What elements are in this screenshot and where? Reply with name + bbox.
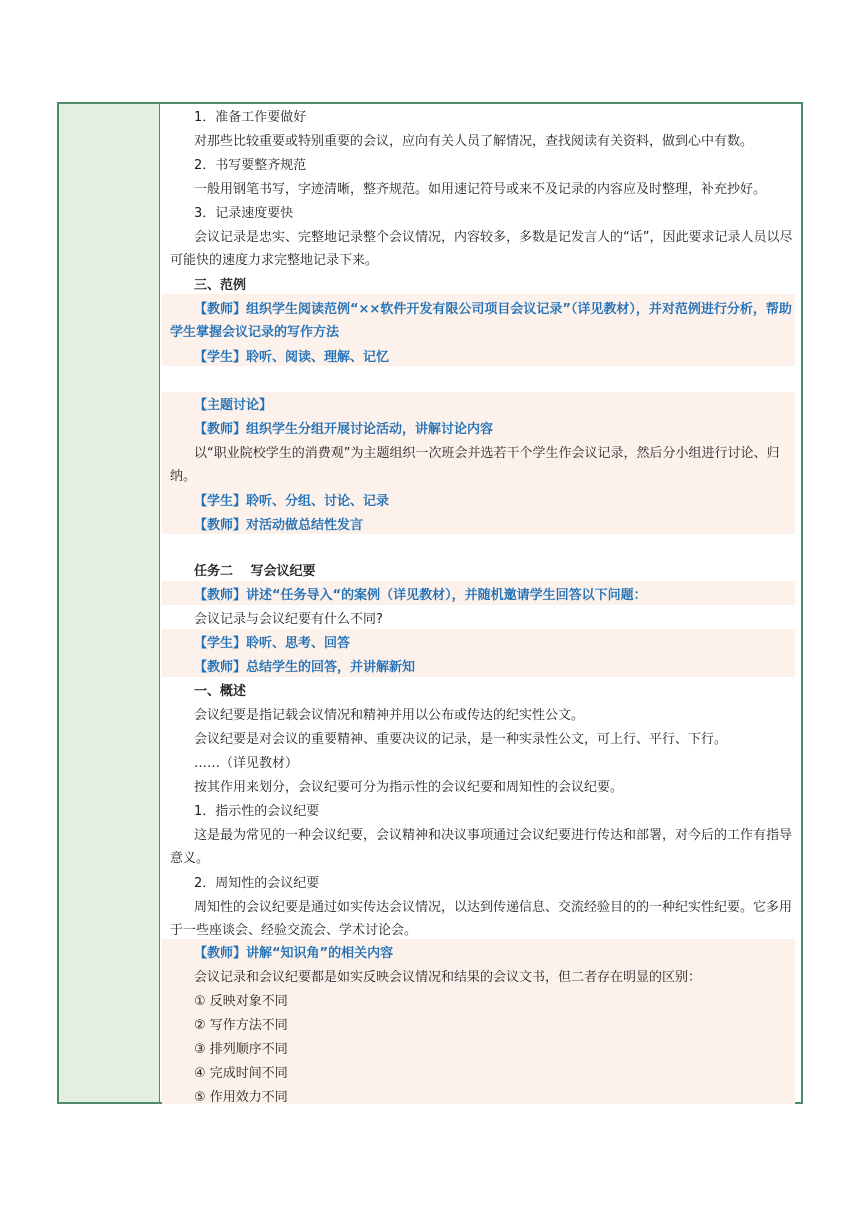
paragraph: 一般用钢笔书写，字迹清晰，整齐规范。如用速记符号或来不及记录的内容应及时整理，补充抄好。 <box>194 182 767 197</box>
task-heading: 任务二 写会议纪要 <box>194 564 316 579</box>
paragraph: 会议纪要是对会议的重要精神、重要决议的记录，是一种实录性公文，可上行、平行、下行。 <box>194 732 728 747</box>
question: 会议记录与会议纪要有什么不同? <box>194 612 383 627</box>
left-label-column <box>59 104 160 1102</box>
student-activity: 【学生】聆听、分组、讨论、记录 <box>194 494 390 509</box>
list-item: ① 反映对象不同 <box>194 994 288 1009</box>
student-activity: 【学生】聆听、思考、回答 <box>194 636 351 651</box>
heading-speed: 3．记录速度要快 <box>194 206 294 221</box>
paragraph: 会议记录和会议纪要都是如实反映会议情况和结果的会议文书，但二者存在明显的区别： <box>194 970 702 985</box>
section-heading-examples: 三、范例 <box>194 278 247 293</box>
paragraph: 会议纪要是指记载会议情况和精神并用以公布或传达的纪实性公文。 <box>194 708 585 723</box>
teacher-instruction: 【教师】总结学生的回答，并讲解新知 <box>194 660 416 675</box>
teacher-instruction: 【教师】讲解“知识角”的相关内容 <box>194 946 394 961</box>
paragraph: 以“职业院校学生的消费观”为主题组织一次班会并选若干个学生作会议记录，然后分小组进行讨论、归纳。 <box>170 446 780 484</box>
teacher-instruction: 【教师】讲述“任务导入“的案例（详见教材），并随机邀请学生回答以下问题： <box>194 588 647 603</box>
list-item: ④ 完成时间不同 <box>194 1066 288 1081</box>
section-heading-overview: 一、概述 <box>194 684 247 699</box>
paragraph: 周知性的会议纪要是通过如实传达会议情况，以达到传递信息、交流经验目的的一种纪实性纪要。它多用于一些座谈会、经验交流会、学术讨论会。 <box>170 900 793 938</box>
list-item: ② 写作方法不同 <box>194 1018 288 1033</box>
paragraph: ……（详见教材） <box>194 756 299 771</box>
discussion-label: 【主题讨论】 <box>194 398 273 413</box>
paragraph: 会议记录是忠实、完整地记录整个会议情况，内容较多，多数是记发言人的“话”，因此要求记录人员以尽可能快的速度力求完整地记录下来。 <box>170 230 793 268</box>
heading-preparation: 1．准备工作要做好 <box>194 110 307 125</box>
heading-writing: 2．书写要整齐规范 <box>194 158 307 173</box>
content-column <box>160 104 801 1105</box>
teacher-instruction: 【教师】组织学生阅读范例“××软件开发有限公司项目会议记录”（详见教材），并对范例进行分析，帮助学生掌握会议记录的写作方法 <box>170 302 792 340</box>
list-item: ⑤ 作用效力不同 <box>194 1090 288 1105</box>
paragraph: 这是最为常见的一种会议纪要，会议精神和决议事项通过会议纪要进行传达和部署，对今后的工作有指导意义。 <box>170 828 793 866</box>
paragraph: 对那些比较重要或特别重要的会议，应向有关人员了解情况，查找阅读有关资料，做到心中有数。 <box>194 134 754 149</box>
heading-directive: 1．指示性的会议纪要 <box>194 804 320 819</box>
list-item: ③ 排列顺序不同 <box>194 1042 288 1057</box>
teacher-instruction: 【教师】对活动做总结性发言 <box>194 518 364 533</box>
lesson-table <box>57 102 803 1104</box>
student-activity: 【学生】聆听、阅读、理解、记忆 <box>194 350 390 365</box>
heading-informative: 2．周知性的会议纪要 <box>194 876 320 891</box>
paragraph: 按其作用来划分，会议纪要可分为指示性的会议纪要和周知性的会议纪要。 <box>194 780 624 795</box>
teacher-instruction: 【教师】组织学生分组开展讨论活动，讲解讨论内容 <box>194 422 494 437</box>
